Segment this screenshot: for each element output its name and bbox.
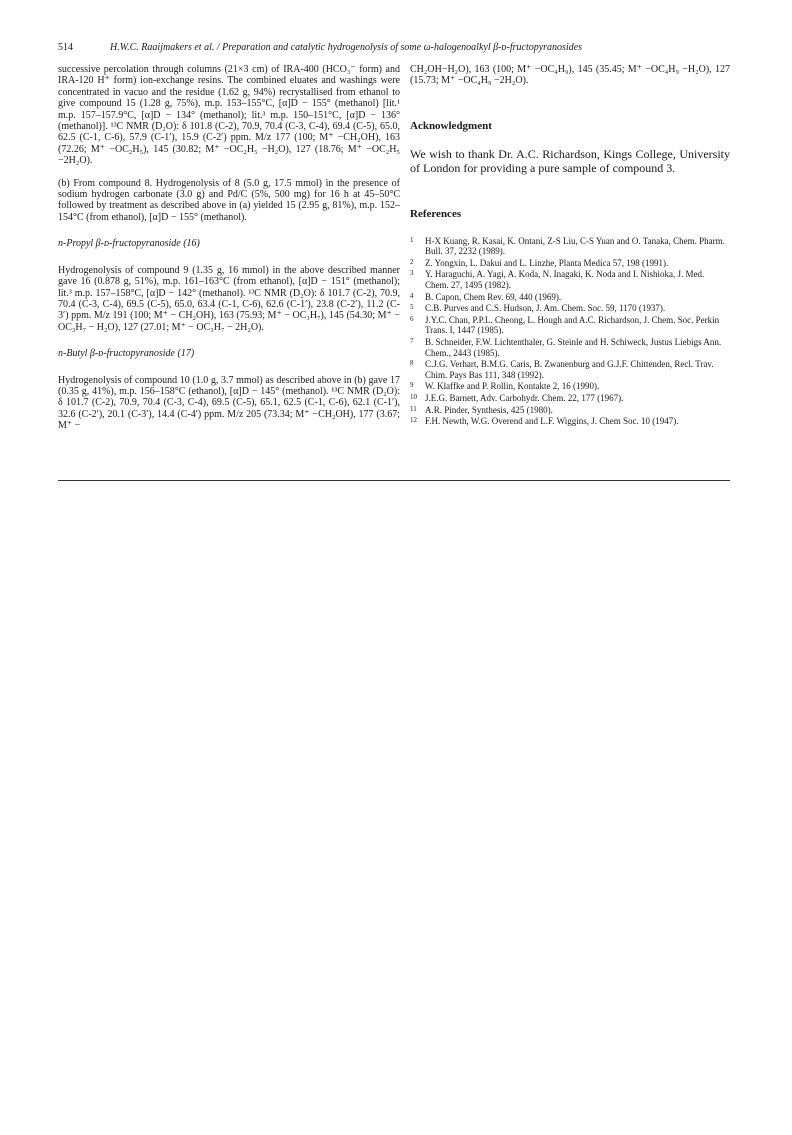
reference-list <box>410 236 730 427</box>
reference-text: W. Klaffke and P. Rollin, Kontakte 2, 16 (1990). <box>425 381 600 392</box>
reference-text: B. Capon, Chem Rev. 69, 440 (1969). <box>425 291 562 302</box>
reference-text: H-X Kuang, R. Kasai, K. Ontani, Z-S Liu, C-S Yuan and O. Tanaka, Chem. Pharm. Bull. 37, 2232 (1989). <box>425 235 725 257</box>
reference-text: B. Schneider, F.W. Lichtenthaler, G. Steinle and H. Schiweck, Justus Liebigs Ann. Chem., 2443 (1985). <box>425 336 722 358</box>
reference-item <box>410 337 730 358</box>
reference-item <box>410 359 730 380</box>
reference-number: 11 <box>410 404 417 413</box>
acknowledgment-text: We wish to thank Dr. A.C. Richardson, Kings College, University of London for providing a pure sample of compound 3. <box>410 147 730 176</box>
reference-text: Z. Yongxin, L. Dakui and L. Linzhe, Planta Medica 57, 198 (1991). <box>425 257 669 268</box>
reference-item <box>410 258 730 269</box>
references-heading: References <box>410 208 462 221</box>
reference-number: 5 <box>410 303 414 312</box>
compound-heading: n-Propyl β-ᴅ-fructopyranoside (16) <box>58 238 200 250</box>
reference-item <box>410 292 730 303</box>
reference-number: 8 <box>410 359 414 368</box>
reference-item <box>410 236 730 257</box>
procedure-paragraph: (b) From compound 8. Hydrogenolysis of 8 (5.0 g, 17.5 mmol) in the presence of sodium hydrogen carbonate (3.0 g) and Pd/C (5%, 500 mg) for 16 h at 45–50°C followed by treatment as described above in (a) yielded 15 (2.95 g, 81%), m.p. 152–154°C (from ethanol), [α]D − 155° (methanol). <box>58 177 400 223</box>
reference-item <box>410 416 730 427</box>
bottom-rule <box>58 480 730 481</box>
reference-item <box>410 381 730 392</box>
reference-number: 12 <box>410 416 417 425</box>
reference-item <box>410 269 730 290</box>
acknowledgment-heading: Acknowledgment <box>410 119 492 132</box>
reference-text: C.B. Purves and C.S. Hudson, J. Am. Chem. Soc. 59, 1170 (1937). <box>425 303 666 314</box>
reference-item <box>410 393 730 404</box>
left-column <box>58 64 400 432</box>
reference-text: C.J.G. Verhart, B.M.G. Caris, B. Zwanenburg and G.J.F. Chittenden, Recl. Trav. Chim. Pays Bas 111, 348 (1992). <box>425 359 714 380</box>
reference-item <box>410 405 730 416</box>
running-title: H.W.C. Raaijmakers et al. / Preparation and catalytic hydrogenolysis of some ω-halogenoalkyl β-ᴅ-fructopyranosides <box>110 42 583 53</box>
procedure-paragraph: Hydrogenolysis of compound 10 (1.0 g, 3.7 mmol) as described above in (b) gave 17 (0.35 g, 41%), m.p. 156–158°C (ethanol), [α]D − 145° (methanol). ¹³C NMR (D₂O): δ 101.7 (C-2), 70.9, 70.4 (C-3, C-4), 69.5 (C-5), 65.1, 62.5 (C-1, C-6), 62.1 (C-1′), 32.6 (C-2′), 20.1 (C-3′), 14.4 (C-4′) ppm. M/z 205 (73.34; M⁺ −CH₂OH), 177 (3.67; M⁺ − <box>58 374 400 432</box>
reference-number: 9 <box>410 381 414 390</box>
right-column <box>410 64 730 428</box>
reference-item <box>410 315 730 336</box>
reference-text: F.H. Newth, W.G. Overend and L.F. Wiggins, J. Chem Soc. 10 (1947). <box>425 416 679 427</box>
reference-text: J.Y.C. Chan, P.P.L. Cheong, L. Hough and A.C. Richardson, J. Chem. Soc. Perkin Trans. I, 1447 (1985). <box>425 314 720 336</box>
reference-text: A.R. Pinder, Synthesis, 425 (1980). <box>425 404 553 415</box>
reference-number: 7 <box>410 336 414 345</box>
reference-number: 2 <box>410 257 414 266</box>
continued-paragraph: CH₂OH−H₂O), 163 (100; M⁺ −OC₄H₉), 145 (35.45; M⁺ −OC₄H₉ −H₂O), 127 (15.73; M⁺ −OC₄H₉ −2H₂O). <box>410 64 730 87</box>
compound-heading: n-Butyl β-ᴅ-fructopyranoside (17) <box>58 348 195 360</box>
procedure-paragraph: Hydrogenolysis of compound 9 (1.35 g, 16 mmol) in the above described manner gave 16 (0.878 g, 51%), m.p. 161–163°C (from ethanol), [α]D − 151° (methanol); lit.³ m.p. 157–158°C, [α]D − 142° (methanol). ¹³C NMR (D₂O): δ 101.7 (C-2), 70.9, 70.4 (C-3, C-4), 69.5 (C-5), 65.0, 63.4 (C-1, C-6), 62.6 (C-1′), 23.8 (C-2′), 11.2 (C-3′) ppm. M/z 191 (100; M⁺ − CH₂OH), 163 (75.93; M⁺ − OC₃H₇), 145 (54.30; M⁺ − OC₃H₇ − H₂O), 127 (27.01; M⁺ − OC₃H₇ − 2H₂O). <box>58 264 400 333</box>
reference-text: Y. Haraguchi, A. Yagi, A. Koda, N. Inagaki, K. Noda and I. Nishioka, J. Med. Chem. 27, 1495 (1982). <box>425 269 705 290</box>
reference-number: 3 <box>410 269 414 278</box>
page-number: 514 <box>58 42 73 53</box>
reference-item <box>410 303 730 314</box>
reference-number: 10 <box>410 392 417 401</box>
reference-number: 6 <box>410 314 414 323</box>
page-header <box>58 41 738 55</box>
reference-number: 4 <box>410 291 414 300</box>
procedure-paragraph: successive percolation through columns (21×3 cm) of IRA-400 (HCO₃⁻ form) and IRA-120 H⁺ form) ion-exchange resins. The combined eluates and washings were concentrated in vacuo and the residue (1.62 g, 94%) recrystallised from ethanol to give compound 15 (1.28 g, 75%), m.p. 153–155°C, [α]D − 155° (methanol) [lit.¹ m.p. 157–157.9°C, [α]D − 134° (methanol); lit.³ m.p. 150–151°C, [α]D − 136° (methanol)]. ¹³C NMR (D₂O): δ 101.8 (C-2), 70.9, 70.4 (C-3, C-4), 69.4 (C-5), 65.0, 62.5 (C-1, C-6), 57.9 (C-1′), 15.9 (C-2′) ppm. M/z 177 (100; M⁺ −CH₂OH), 163 (72.26; M⁺ −OC₂H₅), 145 (30.82; M⁺ −OC₂H₅ −H₂O), 127 (18.76; M⁺ −OC₂H₅ −2H₂O). <box>58 64 400 167</box>
reference-text: J.E.G. Barnett, Adv. Carbohydr. Chem. 22, 177 (1967). <box>425 392 624 403</box>
reference-number: 1 <box>410 235 414 244</box>
